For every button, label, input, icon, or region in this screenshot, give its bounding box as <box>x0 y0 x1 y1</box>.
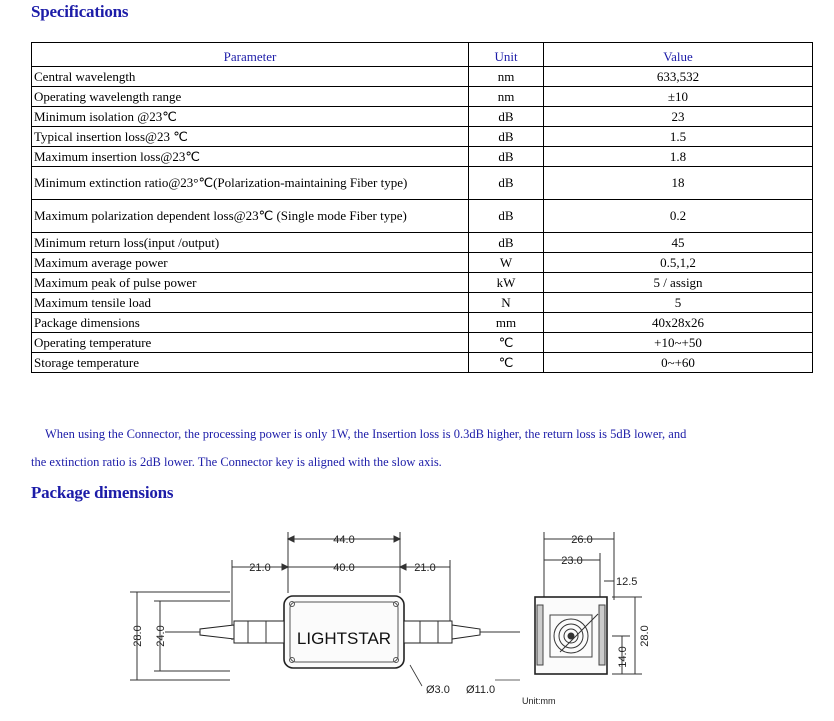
package-dimensions-heading: Package dimensions <box>31 483 174 502</box>
table-row <box>32 67 813 87</box>
table-row <box>32 333 813 353</box>
cell-unit: ℃ <box>469 353 544 373</box>
cell-parameter: Minimum return loss(input /output) <box>32 233 469 253</box>
cell-value: 0.5,1,2 <box>544 253 813 273</box>
cell-value: 23 <box>544 107 813 127</box>
cell-unit: kW <box>469 273 544 293</box>
column-header-value: Value <box>544 43 813 67</box>
connector-note-line-1: When using the Connector, the processing power is only 1W, the Insertion loss is 0.3dB higher, the return loss is 5dB lower, and <box>45 427 687 441</box>
cell-unit: dB <box>469 107 544 127</box>
cell-unit: mm <box>469 313 544 333</box>
cell-parameter: Operating temperature <box>32 333 469 353</box>
table-row <box>32 313 813 333</box>
specifications-heading: Specifications <box>31 2 129 21</box>
cell-value: 45 <box>544 233 813 253</box>
cell-value: 0~+60 <box>544 353 813 373</box>
column-header-unit: Unit <box>469 43 544 67</box>
specifications-table <box>31 42 813 373</box>
table-row <box>32 127 813 147</box>
table-row <box>32 293 813 313</box>
cell-unit: ℃ <box>469 333 544 353</box>
cell-value: 5 / assign <box>544 273 813 293</box>
cell-unit: W <box>469 253 544 273</box>
dim-right-fiber-label: 21.0 <box>414 562 436 574</box>
cell-parameter: Maximum tensile load <box>32 293 469 313</box>
dim-side-height-label: 28.0 <box>639 625 651 647</box>
dim-side-center-label: 14.0 <box>617 646 629 668</box>
cell-value: +10~+50 <box>544 333 813 353</box>
table-row <box>32 353 813 373</box>
cell-parameter: Minimum isolation @23℃ <box>32 107 469 127</box>
cell-parameter: Package dimensions <box>32 313 469 333</box>
table-header-row <box>32 43 813 67</box>
cell-unit: dB <box>469 147 544 167</box>
cell-value: 1.8 <box>544 147 813 167</box>
cell-unit: dB <box>469 233 544 253</box>
table-row <box>32 253 813 273</box>
table-row <box>32 87 813 107</box>
body-brand-label: LIGHTSTAR <box>296 629 392 648</box>
cell-unit: dB <box>469 200 544 233</box>
table-row <box>32 200 813 233</box>
cell-value: 18 <box>544 167 813 200</box>
table-row <box>32 167 813 200</box>
cell-parameter: Typical insertion loss@23 ℃ <box>32 127 469 147</box>
dim-height-inner-label: 24.0 <box>155 625 167 647</box>
dim-side-inner-label: 23.0 <box>561 555 583 567</box>
cell-parameter: Operating wavelength range <box>32 87 469 107</box>
dim-overall-width-label: 44.0 <box>333 534 355 546</box>
column-header-parameter: Parameter <box>32 43 469 67</box>
cell-parameter: Maximum peak of pulse power <box>32 273 469 293</box>
table-row <box>32 233 813 253</box>
dim-height-outer-label: 28.0 <box>132 625 144 647</box>
dim-port-dia-label: Ø11.0 <box>466 684 496 696</box>
cell-value: 5 <box>544 293 813 313</box>
dim-side-width-label: 26.0 <box>571 534 593 546</box>
cell-unit: nm <box>469 87 544 107</box>
dim-body-width-label: 40.0 <box>333 562 355 574</box>
cell-unit: dB <box>469 127 544 147</box>
dim-side-offset-label: 12.5 <box>616 576 638 588</box>
connector-note-line-2: the extinction ratio is 2dB lower. The Connector key is aligned with the slow axis. <box>31 455 442 469</box>
cell-parameter: Storage temperature <box>32 353 469 373</box>
dim-fiber-dia-label: Ø3.0 <box>426 684 450 696</box>
cell-unit: N <box>469 293 544 313</box>
cell-parameter: Maximum insertion loss@23℃ <box>32 147 469 167</box>
cell-unit: nm <box>469 67 544 87</box>
cell-value: 0.2 <box>544 200 813 233</box>
cell-value: ±10 <box>544 87 813 107</box>
unit-label: Unit:mm <box>522 696 556 706</box>
cell-parameter: Central wavelength <box>32 67 469 87</box>
cell-value: 40x28x26 <box>544 313 813 333</box>
dim-left-fiber-label: 21.0 <box>249 562 271 574</box>
cell-value: 633,532 <box>544 67 813 87</box>
right-fiber-boot <box>404 621 452 643</box>
package-dimension-drawing <box>0 505 834 721</box>
cell-parameter: Maximum polarization dependent loss@23℃ (Single mode Fiber type) <box>32 200 469 233</box>
table-row <box>32 107 813 127</box>
left-fiber-boot <box>234 621 284 643</box>
cell-unit: dB <box>469 167 544 200</box>
table-row <box>32 273 813 293</box>
cell-value: 1.5 <box>544 127 813 147</box>
cell-parameter: Minimum extinction ratio@23°℃(Polarization-maintaining Fiber type) <box>32 167 469 200</box>
table-row <box>32 147 813 167</box>
cell-parameter: Maximum average power <box>32 253 469 273</box>
